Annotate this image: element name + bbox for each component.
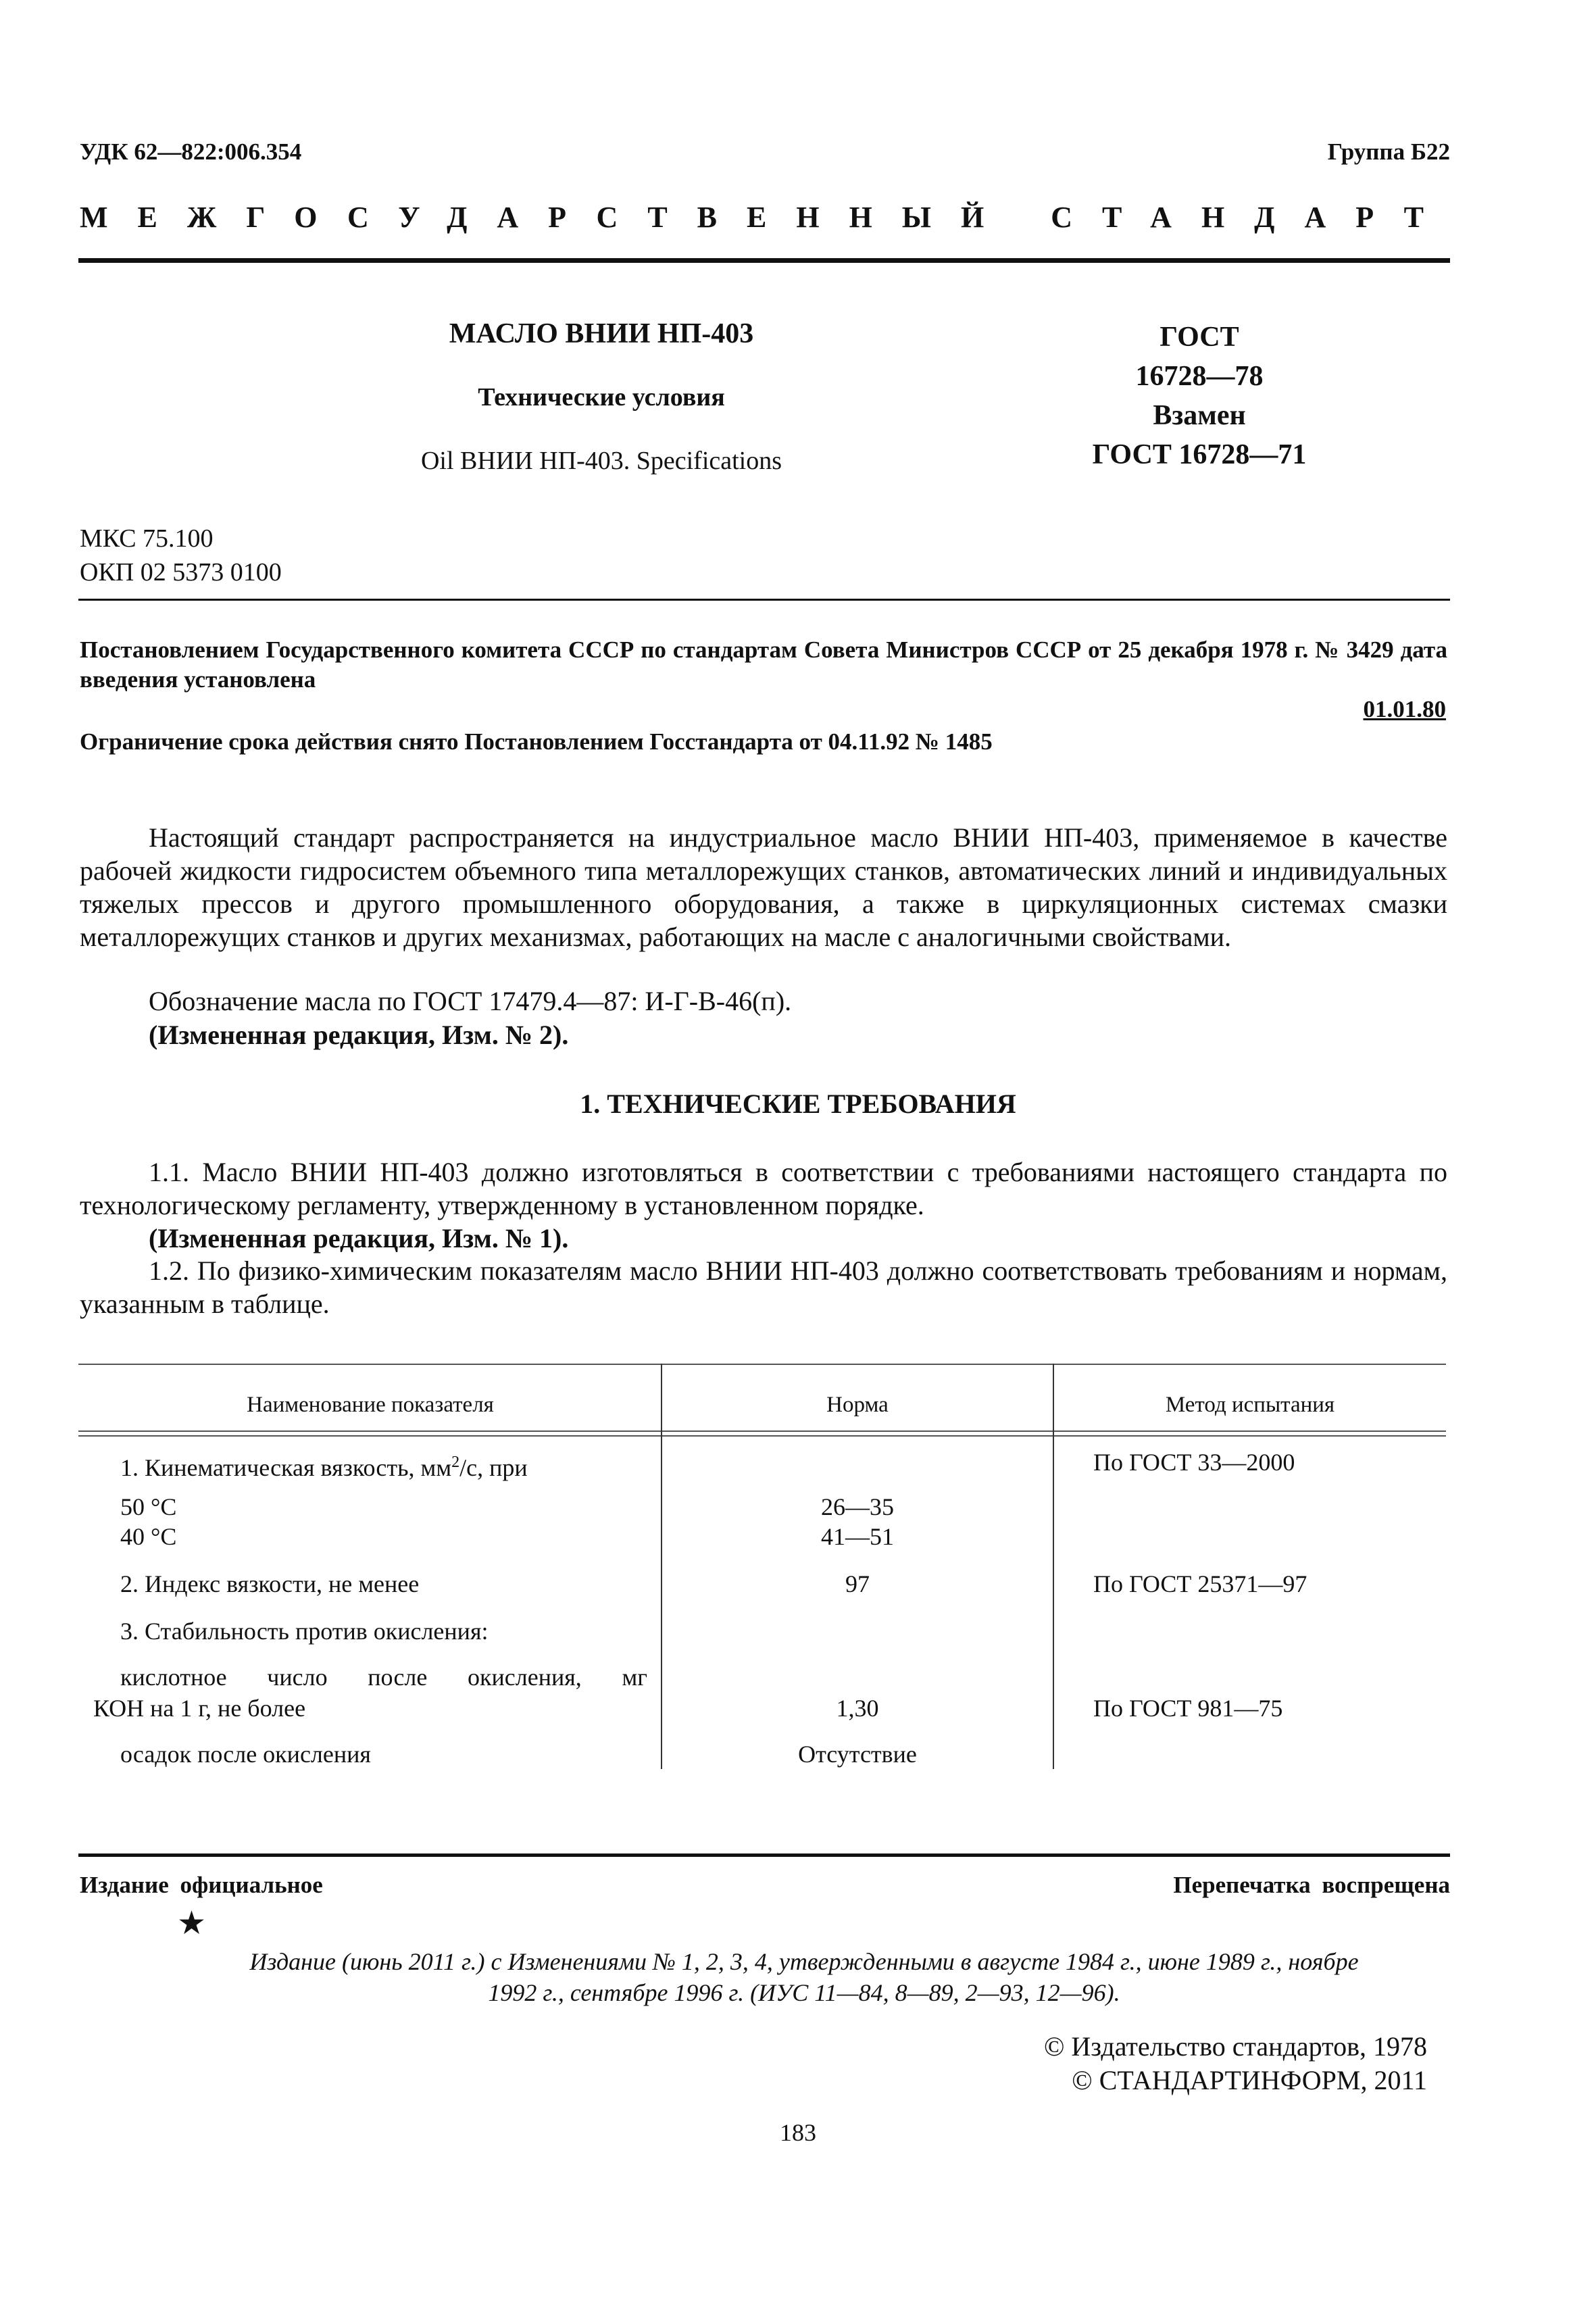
official-edition-label: Издание официальное [80, 1872, 323, 1898]
standard-type-heading: МЕЖГОСУДАРСТВЕННЫЙ СТАНДАРТ [80, 201, 1453, 234]
replaces-gost: ГОСТ 16728—71 [1092, 439, 1307, 470]
decree-text: Постановлением Государственного комитета СССР по стандартам Совета Министров СССР от 25 декабря 1978 г. № 3429 дата введения установлена [80, 637, 1447, 693]
replaces-label: Взамен [1153, 400, 1246, 431]
table-header-rule-2 [78, 1435, 1446, 1437]
document-english-title: Oil ВНИИ НП-403. Specifications [420, 447, 782, 475]
change-note-1: (Измененная редакция, Изм. № 1). [149, 1223, 569, 1253]
clause-1-1: 1.1. Масло ВНИИ НП-403 должно изготовляться в соответствии с требованиями настоящего стандарта по технологическому регламенту, утвержденному в установленном порядке. [80, 1157, 1447, 1220]
table-row [120, 1447, 528, 1483]
mks-code: МКС 75.100 [80, 524, 214, 553]
row-3a-name-2: КОН на 1 г, не более [93, 1695, 306, 1722]
row-3-name: 3. Стабильность против окисления: [120, 1618, 489, 1645]
row-2-norm: 97 [845, 1570, 870, 1597]
limit-note: Ограничение срока действия снято Постановлением Госстандарта от 04.11.92 № 1485 [80, 728, 993, 755]
reprint-prohibited-label: Перепечатка воспрещена [1173, 1872, 1450, 1898]
row-3b-norm: Отсутствие [798, 1741, 917, 1768]
document-subtitle: Технические условия [478, 383, 725, 412]
change-note-2: (Измененная редакция, Изм. № 2). [149, 1020, 569, 1050]
copyright-2011: © СТАНДАРТИНФОРМ, 2011 [1072, 2065, 1427, 2095]
designation-paragraph: Обозначение масла по ГОСТ 17479.4—87: И-Г-В-46(п). [149, 986, 792, 1016]
scope-paragraph: Настоящий стандарт распространяется на индустриальное масло ВНИИ НП-403, применяемое в качестве рабочей жидкости гидросистем объемного типа металлорежущих станков, автоматических линий и индивидуальных тяжелых прессов и другого промышленного оборудования, а также в циркуляционных системах смазки металлорежущих станков и других механизмах, работающих на масле с аналогичными свойствами. [80, 822, 1447, 952]
edition-note: Издание (июнь 2011 г.) с Изменениями № 1, 2, 3, 4, утвержденными в августе 1984 г., июне 1989 г., ноябре 1992 г., сентябре 1996 г. (ИУС 11—84, 8—89, 2—93, 12—96). [249, 1948, 1359, 2006]
row-1a-norm: 26—35 [821, 1493, 894, 1520]
header-rule [78, 258, 1450, 263]
row-1-name-a: 1. Кинематическая вязкость, мм [120, 1454, 452, 1481]
row-2-name: 2. Индекс вязкости, не менее [120, 1570, 420, 1597]
okp-code: ОКП 02 5373 0100 [80, 558, 282, 587]
section-title: 1. ТЕХНИЧЕСКИЕ ТРЕБОВАНИЯ [580, 1089, 1016, 1119]
table-header-method: Метод испытания [1165, 1393, 1335, 1417]
row-1b-norm: 41—51 [821, 1523, 894, 1550]
row-1-method: По ГОСТ 33—2000 [1093, 1449, 1295, 1476]
group-code: Группа Б22 [1327, 139, 1450, 165]
footer-rule [78, 1853, 1450, 1857]
table-header-rule-1 [78, 1430, 1446, 1432]
gost-label: ГОСТ [1159, 322, 1239, 353]
table-col-divider-2 [1053, 1364, 1054, 1769]
row-1a-name: 50 °С [120, 1493, 177, 1520]
clause-1-2: 1.2. По физико-химическим показателям масло ВНИИ НП-403 должно соответствовать требованиям и нормам, указанным в таблице. [80, 1255, 1447, 1319]
row-1b-name: 40 °С [120, 1523, 177, 1550]
gost-number: 16728—78 [1135, 361, 1264, 392]
row-3a-name-1: кислотное число после окисления, мг [120, 1664, 647, 1691]
table-header-norm: Норма [826, 1393, 889, 1417]
row-2-method: По ГОСТ 25371—97 [1093, 1570, 1307, 1597]
introduction-date: 01.01.80 [1363, 696, 1446, 722]
udk-code: УДК 62—822:006.354 [80, 139, 302, 165]
copyright-1978: © Издательство стандартов, 1978 [1043, 2031, 1427, 2062]
codes-rule [78, 599, 1450, 601]
row-1-superscript: 2 [451, 1453, 460, 1471]
table-header-name: Наименование показателя [247, 1393, 494, 1417]
row-3a-method: По ГОСТ 981—75 [1093, 1695, 1283, 1722]
star-icon: ★ [177, 1906, 207, 1941]
table-top-rule [78, 1364, 1446, 1365]
title-block [378, 318, 824, 476]
classification-codes [80, 522, 282, 589]
page-number: 183 [780, 2119, 816, 2146]
gost-block [1054, 318, 1345, 474]
row-1-name-b: /с, при [459, 1454, 528, 1481]
row-3b-name: осадок после окисления [120, 1741, 371, 1768]
row-3a-norm: 1,30 [836, 1695, 879, 1722]
document-title: МАСЛО ВНИИ НП-403 [449, 318, 754, 349]
